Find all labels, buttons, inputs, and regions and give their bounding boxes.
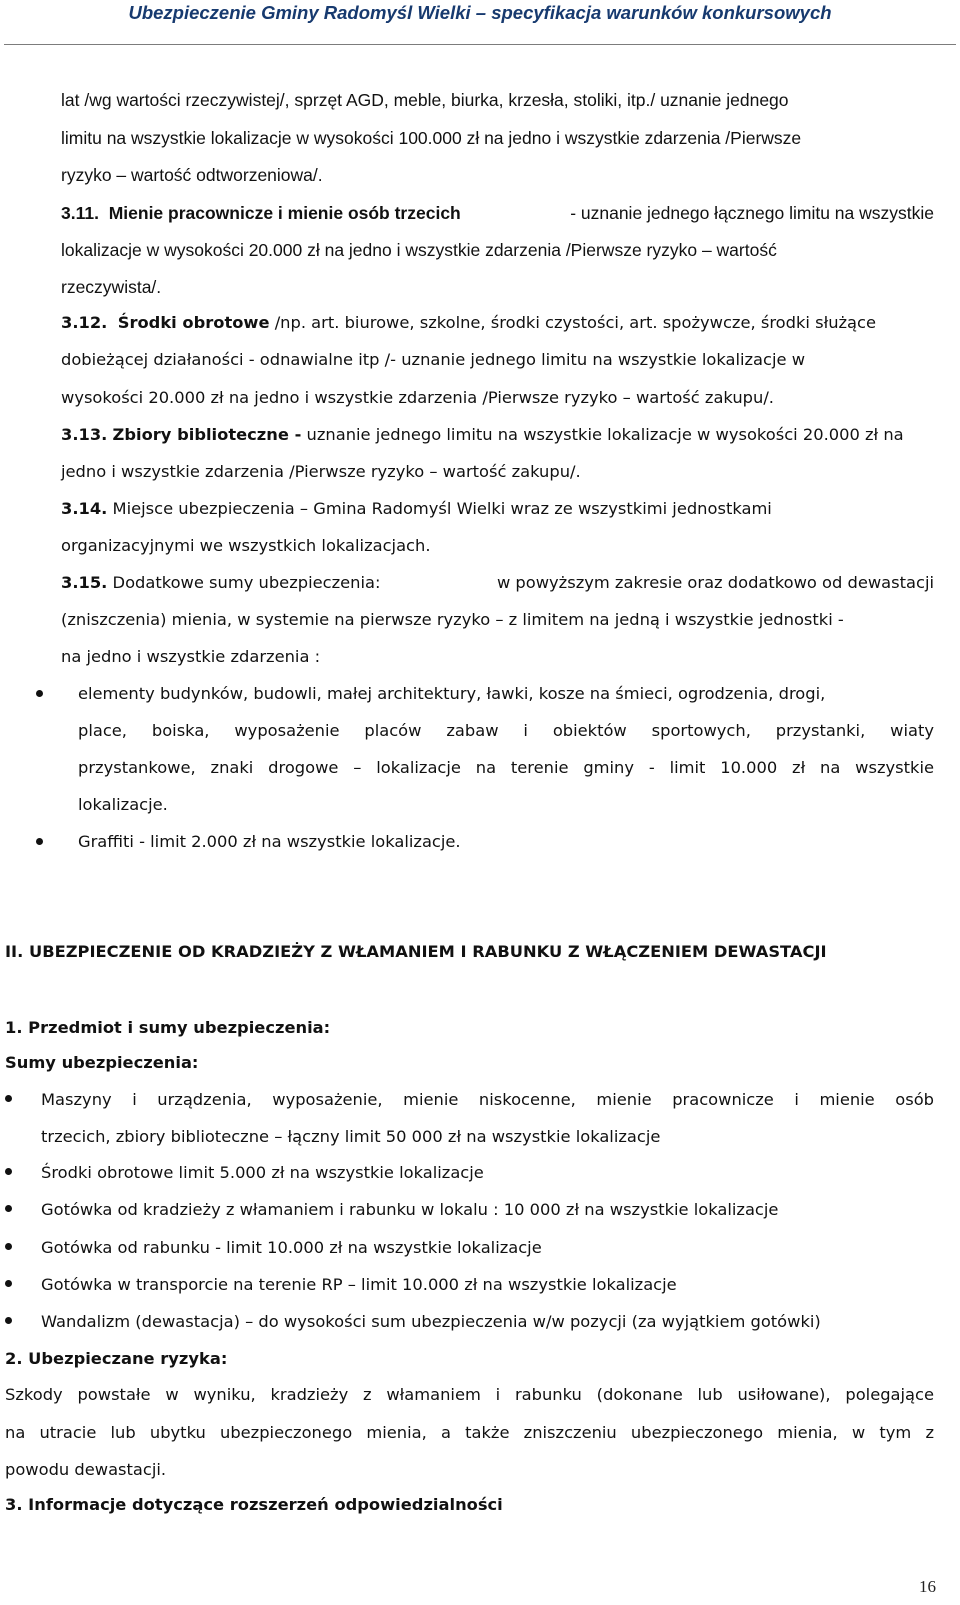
text-span: Dodatkowe sumy ubezpieczenia: [112,573,381,592]
subsection-heading: Sumy ubezpieczenia: [5,1053,199,1072]
text-span: uznanie jednego limitu na wszystkie lokalizacje w wysokości 20.000 zł na [306,425,904,444]
subsection-heading: 3. Informacje dotyczące rozszerzeń odpowiedzialności [5,1495,503,1514]
page-header [0,0,960,36]
text-line: powodu dewastacji. [5,1460,167,1479]
text-span: w powyższym zakresie oraz dodatkowo od dewastacji [496,573,934,592]
text-span: Miejsce ubezpieczenia – Gmina Radomyśl Wielki wraz ze wszystkimi jednostkami [112,499,772,518]
section-number: 3.12. [61,313,108,332]
text-line: ryzyko – wartość odtworzeniowa/. [61,165,323,185]
text-line: lokalizacje w wysokości 20.000 zł na jedno i wszystkie zdarzenia /Pierwsze ryzyko – wartość [61,240,777,260]
section-number: 3.11. [61,203,99,223]
bullet-icon [5,1243,12,1250]
text-line: Gotówka w transporcie na terenie RP – limit 10.000 zł na wszystkie lokalizacje [41,1275,677,1294]
text-line: Gotówka od kradzieży z włamaniem i rabunku w lokalu : 10 000 zł na wszystkie lokalizacje [41,1200,779,1219]
text-line: wysokości 20.000 zł na jedno i wszystkie zdarzenia /Pierwsze ryzyko – wartość zakupu/. [61,388,774,407]
header-divider [4,44,956,45]
text-line: Wandalizm (dewastacja) – do wysokości sum ubezpieczenia w/w pozycji (za wyjątkiem gotówki) [41,1312,821,1331]
text-line: limitu na wszystkie lokalizacje w wysokości 100.000 zł na jedno i wszystkie zdarzenia /Pierwsze [61,128,802,148]
section-3-13-line-1 [61,423,904,447]
bullet-icon [36,690,43,697]
text-line: przystankowe, znaki drogowe – lokalizacje na terenie gminy - limit 10.000 zł na wszystkie [78,758,934,777]
text-line: Szkody powstałe w wyniku, kradzieży z włamaniem i rabunku (dokonane lub usiłowane), polegające [5,1385,934,1404]
section-number: 3.13. [61,425,108,444]
section-title: Zbiory biblioteczne - [112,425,302,444]
text-line: elementy budynków, budowli, małej architektury, ławki, kosze na śmieci, ogrodzenia, drogi, [78,684,826,703]
text-line: place, boiska, wyposażenie placów zabaw i obiektów sportowych, przystanki, wiaty [78,721,934,740]
section-3-14-line-1 [61,497,772,521]
bullet-icon [5,1280,12,1287]
section-heading: II. UBEZPIECZENIE OD KRADZIEŻY Z WŁAMANIEM I RABUNKU Z WŁĄCZENIEM DEWASTACJI [5,942,827,961]
bullet-icon [36,838,43,845]
text-line: dobieżącej działaności - odnawialne itp /- uznanie jednego limitu na wszystkie lokalizacje w [61,350,806,369]
section-3-12-line-1 [61,311,876,335]
bullet-icon [5,1095,12,1102]
text-line: Gotówka od rabunku - limit 10.000 zł na wszystkie lokalizacje [41,1238,542,1257]
text-line: na utracie lub ubytku ubezpieczonego mienia, a także zniszczeniu ubezpieczonego mienia, w tym z [5,1423,934,1442]
section-number: 3.14. [61,499,108,518]
text-span: /np. art. biurowe, szkolne, środki czystości, art. spożywcze, środki służące [274,313,877,332]
section-3-11-line-1 [61,201,934,225]
text-line: Maszyny i urządzenia, wyposażenie, mienie niskocenne, mienie pracownicze i mienie osób [41,1090,934,1109]
text-span: - uznanie jednego łącznego limitu na wszystkie [570,203,934,223]
text-line: trzecich, zbiory biblioteczne – łączny limit 50 000 zł na wszystkie lokalizacje [41,1127,661,1146]
text-line: lokalizacje. [78,795,168,814]
section-number: 3.15. [61,573,108,592]
section-3-15-line-1 [61,571,934,595]
text-line: Graffiti - limit 2.000 zł na wszystkie lokalizacje. [78,832,461,851]
text-line: na jedno i wszystkie zdarzenia : [61,647,321,666]
header-title: Ubezpieczenie Gminy Radomyśl Wielki – specyfikacja warunków konkursowych [128,2,832,23]
bullet-icon [5,1317,12,1324]
text-line: lat /wg wartości rzeczywistej/, sprzęt AGD, meble, biurka, krzesła, stoliki, itp./ uznanie jednego [61,90,789,110]
text-line: rzeczywista/. [61,277,162,297]
section-title: Mienie pracownicze i mienie osób trzecich [108,203,461,223]
text-line: Środki obrotowe limit 5.000 zł na wszystkie lokalizacje [41,1163,484,1182]
section-title: Środki obrotowe [117,313,270,332]
subsection-heading: 1. Przedmiot i sumy ubezpieczenia: [5,1018,331,1037]
page-number: 16 [919,1577,936,1596]
bullet-icon [5,1168,12,1175]
subsection-heading: 2. Ubezpieczane ryzyka: [5,1349,228,1368]
text-line: (zniszczenia) mienia, w systemie na pierwsze ryzyko – z limitem na jedną i wszystkie jednostki - [61,610,844,629]
text-line: jedno i wszystkie zdarzenia /Pierwsze ryzyko – wartość zakupu/. [61,462,581,481]
text-line: organizacyjnymi we wszystkich lokalizacjach. [61,536,431,555]
bullet-icon [5,1205,12,1212]
